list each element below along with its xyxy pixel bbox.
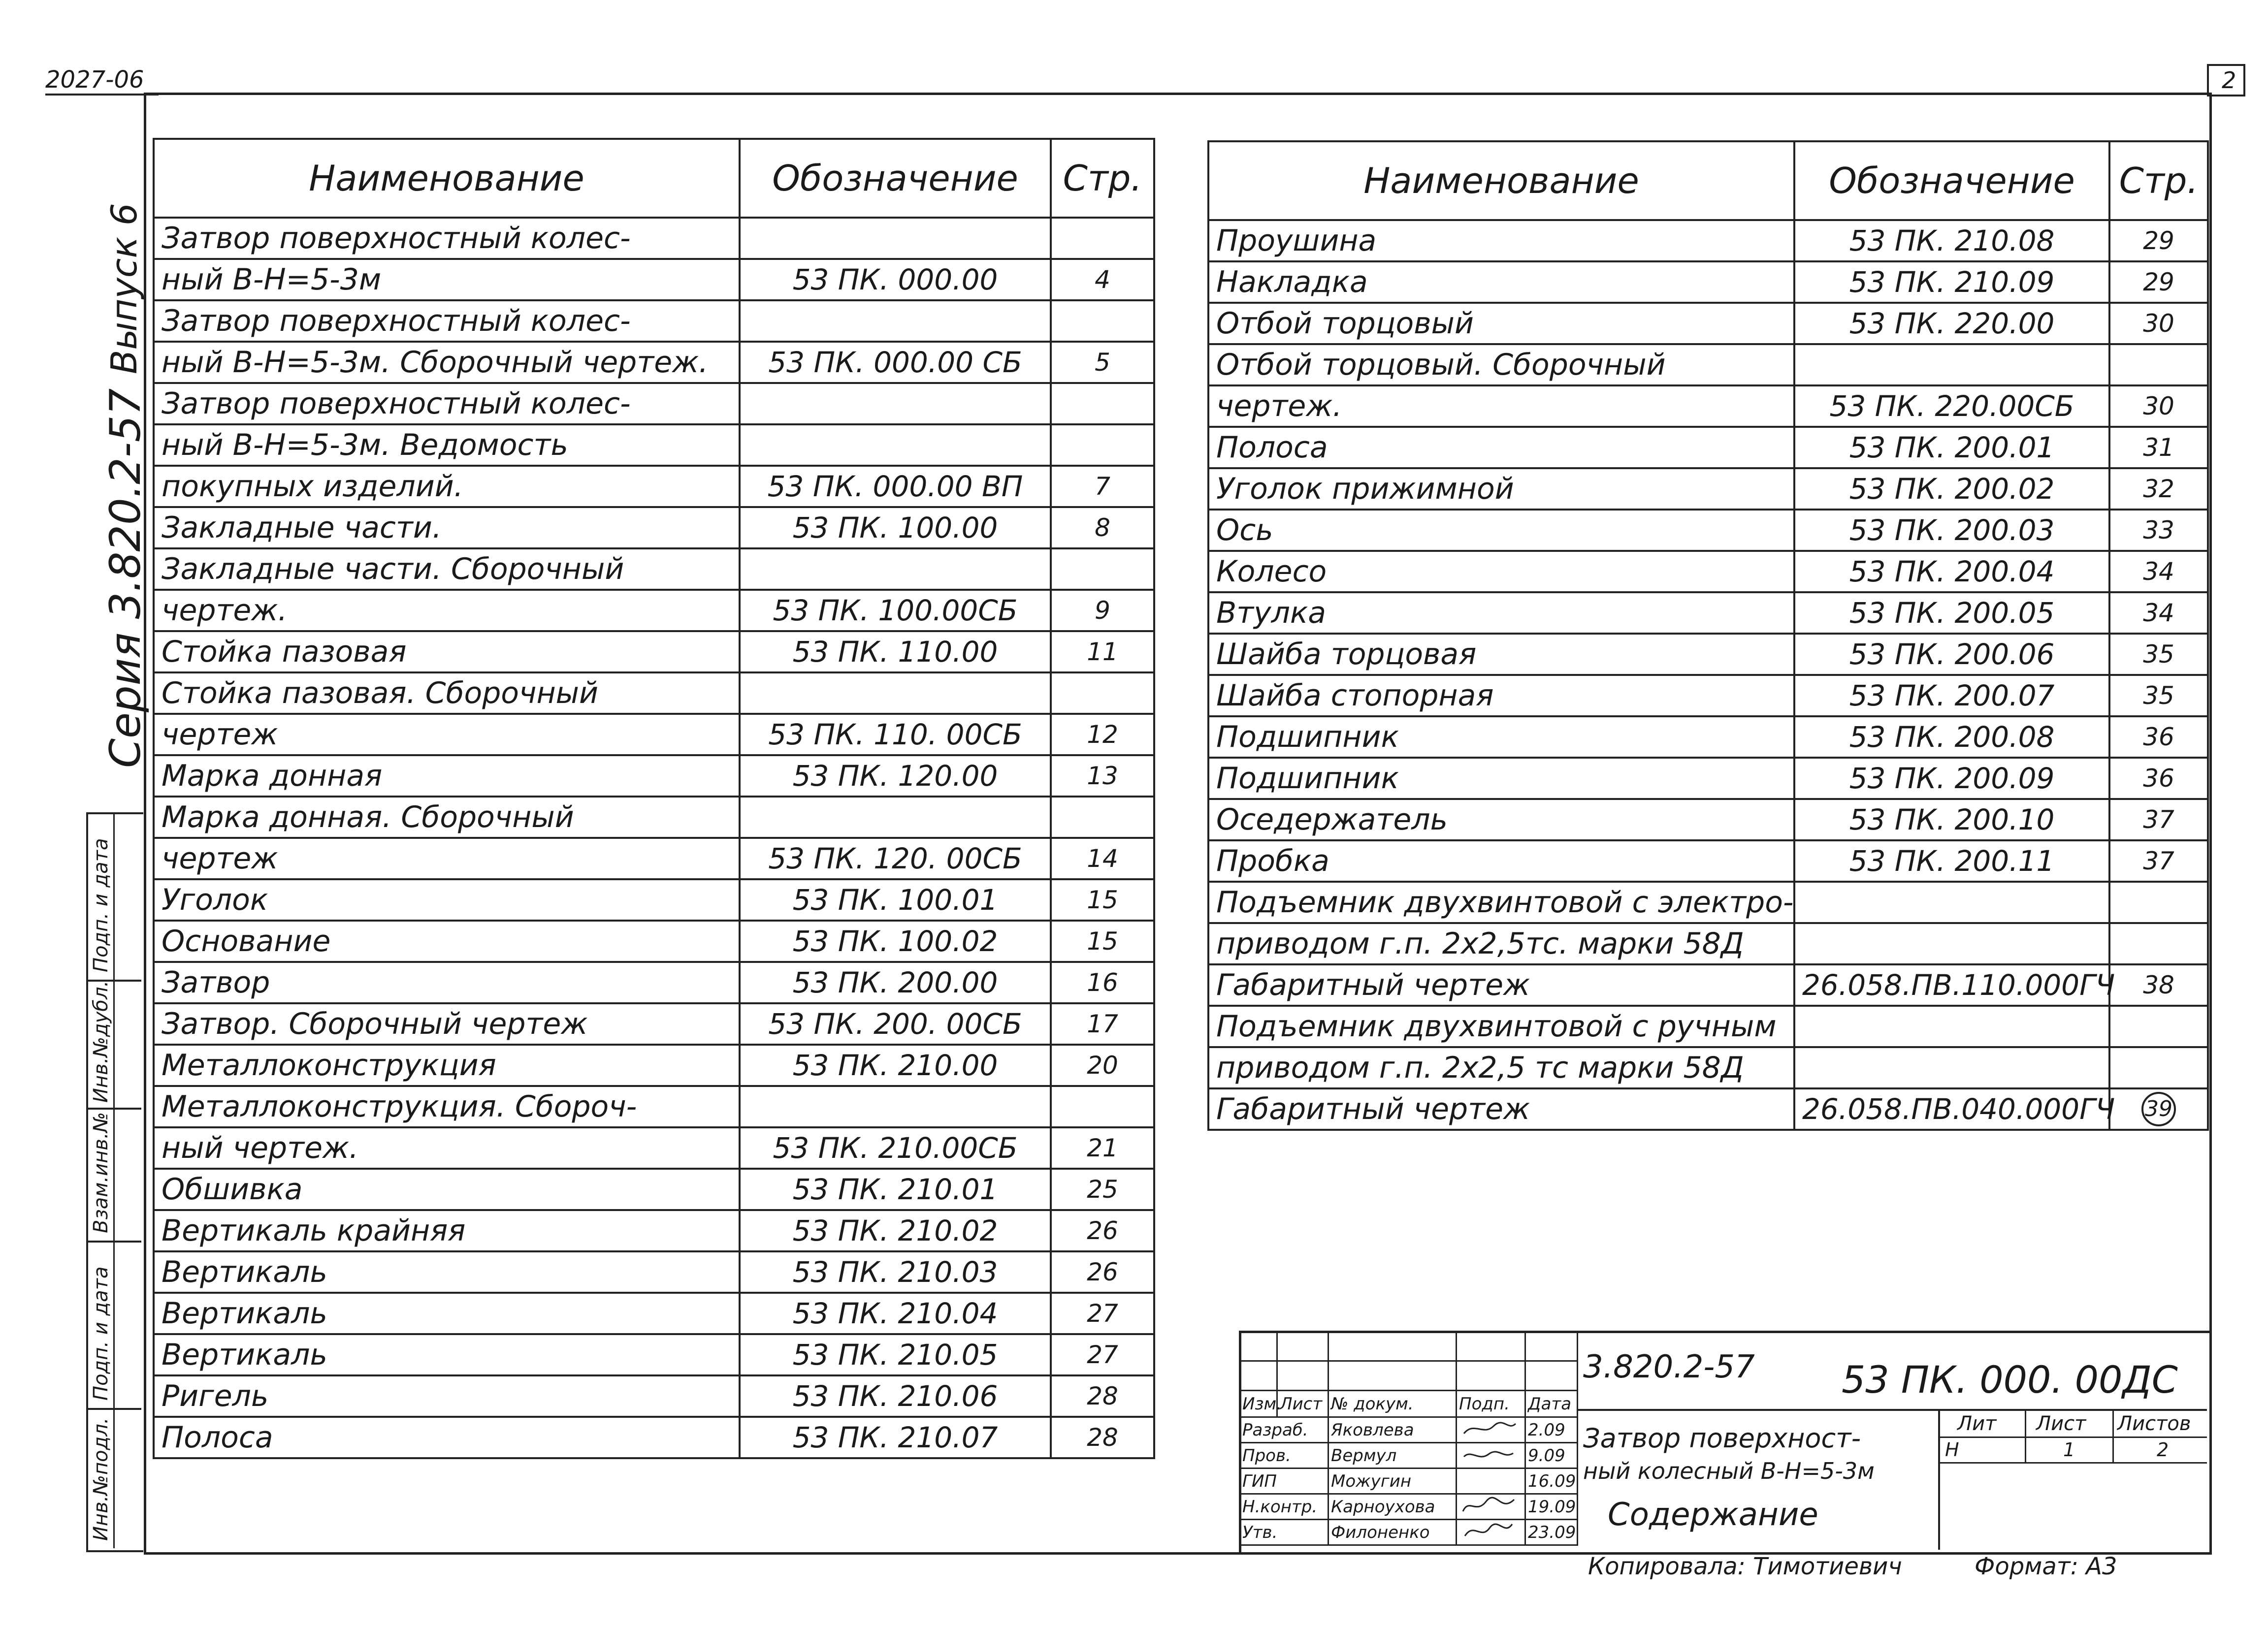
item-name: Шайба торцовая xyxy=(1208,634,1794,675)
item-name: Габаритный чертеж xyxy=(1208,1088,1794,1130)
staff-date: 19.09 xyxy=(1525,1494,1578,1520)
table-row xyxy=(154,383,1154,424)
series-code: 3.820.2-57 xyxy=(1583,1349,1755,1385)
item-name: покупных изделий. xyxy=(154,466,740,507)
item-code: 53 ПК. 200.03 xyxy=(1794,510,2109,551)
paper-format: Формат: А3 xyxy=(1975,1553,2117,1580)
table-row xyxy=(154,755,1154,797)
item-code: 53 ПК. 200.02 xyxy=(1794,468,2109,510)
staff-date: 23.09 xyxy=(1525,1520,1578,1545)
item-page: 13 xyxy=(1051,755,1154,797)
item-code: 53 ПК. 200. 00СБ xyxy=(740,1003,1051,1045)
table-row xyxy=(154,879,1154,921)
item-code xyxy=(740,1086,1051,1127)
staff-role: Утв. xyxy=(1240,1520,1328,1545)
table-row xyxy=(1208,799,2208,840)
item-name: Ригель xyxy=(154,1375,740,1417)
table-row xyxy=(1208,468,2208,510)
item-code xyxy=(740,218,1051,259)
item-name: Закладные части. Сборочный xyxy=(154,548,740,590)
item-name: Обшивка xyxy=(154,1169,740,1210)
table-row xyxy=(154,466,1154,507)
staff-role: Разраб. xyxy=(1240,1417,1328,1443)
item-name: Оседержатель xyxy=(1208,799,1794,840)
table-row xyxy=(1208,220,2208,261)
item-name: Стойка пазовая xyxy=(154,631,740,672)
item-code: 53 ПК. 200.07 xyxy=(1794,675,2109,716)
item-name: Вертикаль xyxy=(154,1251,740,1293)
side-stamp-label: Подп. и дата xyxy=(90,1266,112,1401)
table-row xyxy=(154,259,1154,300)
item-name: Затвор поверхностный колес- xyxy=(154,218,740,259)
staff-date: 9.09 xyxy=(1525,1443,1578,1468)
staff-name: Филоненко xyxy=(1328,1520,1457,1545)
circled-page-number: 39 xyxy=(2141,1092,2176,1126)
side-stamp-sep-4 xyxy=(86,1408,141,1410)
staff-role: Пров. xyxy=(1240,1443,1328,1468)
item-code: 53 ПК. 100.02 xyxy=(740,921,1051,962)
item-code: 53 ПК. 110.00 xyxy=(740,631,1051,672)
item-code: 53 ПК. 200.04 xyxy=(1794,551,2109,592)
item-code: 53 ПК. 100.00СБ xyxy=(740,590,1051,631)
item-page xyxy=(1051,797,1154,838)
item-name: чертеж xyxy=(154,838,740,879)
item-code xyxy=(740,797,1051,838)
item-name: Закладные части. xyxy=(154,507,740,548)
header-name: Наименование xyxy=(1208,141,1794,220)
item-name: Уголок xyxy=(154,879,740,921)
header-page: Стр. xyxy=(1051,139,1154,218)
copied-by: Копировала: Тимотиевич xyxy=(1588,1553,1902,1580)
item-code xyxy=(1794,882,2109,923)
item-code: 53 ПК. 120.00 xyxy=(740,755,1051,797)
table-row xyxy=(154,342,1154,383)
item-page: 28 xyxy=(1051,1417,1154,1458)
table-row xyxy=(154,300,1154,342)
table-row xyxy=(1208,551,2208,592)
item-name: Втулка xyxy=(1208,592,1794,634)
table-row xyxy=(154,631,1154,672)
table-row xyxy=(1208,385,2208,427)
header-name: Наименование xyxy=(154,139,740,218)
item-page: 9 xyxy=(1051,590,1154,631)
item-name: Стойка пазовая. Сборочный xyxy=(154,672,740,714)
table-row xyxy=(1208,510,2208,551)
item-code: 53 ПК. 210.01 xyxy=(740,1169,1051,1210)
table-row xyxy=(154,962,1154,1003)
item-page xyxy=(1051,383,1154,424)
sheet-label: Лист xyxy=(2036,1412,2086,1435)
item-page xyxy=(2109,1006,2208,1047)
item-code: 53 ПК. 220.00СБ xyxy=(1794,385,2109,427)
item-page xyxy=(1051,548,1154,590)
table-row xyxy=(1208,1088,2208,1130)
table-row xyxy=(154,1169,1154,1210)
table-row xyxy=(154,714,1154,755)
item-code: 53 ПК. 000.00 xyxy=(740,259,1051,300)
title-block-hline xyxy=(1938,1462,2207,1464)
item-name: чертеж. xyxy=(1208,385,1794,427)
item-name: Металлоконструкция xyxy=(154,1045,740,1086)
item-code: 53 ПК. 200.00 xyxy=(740,962,1051,1003)
document-title-line2: ный колесный В-Н=5-3м xyxy=(1583,1458,1875,1484)
side-stamp-divider xyxy=(113,812,115,1548)
header-code: Обозначение xyxy=(1794,141,2109,220)
item-code xyxy=(740,548,1051,590)
item-name: ный В-Н=5-3м xyxy=(154,259,740,300)
side-stamp-sep-2 xyxy=(86,1108,141,1110)
item-page: 25 xyxy=(1051,1169,1154,1210)
item-name: Основание xyxy=(154,921,740,962)
table-row xyxy=(154,1210,1154,1251)
sheets-label: Листов xyxy=(2117,1412,2191,1435)
table-row xyxy=(154,1086,1154,1127)
item-name: Габаритный чертеж xyxy=(1208,964,1794,1006)
item-page xyxy=(1051,424,1154,466)
item-page xyxy=(2109,882,2208,923)
item-code: 26.058.ПВ.110.000ГЧ xyxy=(1794,964,2109,1006)
table-row xyxy=(1208,261,2208,303)
staff-role: ГИП xyxy=(1240,1468,1328,1494)
item-page xyxy=(1051,218,1154,259)
item-code: 53 ПК. 210.07 xyxy=(740,1417,1051,1458)
table-row xyxy=(1208,344,2208,385)
item-code xyxy=(740,424,1051,466)
side-stamp-label: Инв.№подл. xyxy=(90,1417,112,1541)
item-code xyxy=(740,383,1051,424)
table-row xyxy=(1208,716,2208,758)
item-code xyxy=(1794,344,2109,385)
table-header xyxy=(154,139,1154,218)
col-header-list: Лист xyxy=(1277,1391,1328,1417)
item-name: Вертикаль xyxy=(154,1293,740,1334)
table-row xyxy=(1208,923,2208,964)
staff-signature xyxy=(1457,1417,1525,1443)
side-stamp-label: Инв.№дубл. xyxy=(90,980,112,1103)
item-page: 30 xyxy=(2109,303,2208,344)
table-row xyxy=(154,590,1154,631)
item-name: Затвор xyxy=(154,962,740,1003)
col-header-izm: Изм. xyxy=(1240,1391,1277,1417)
item-page: 37 xyxy=(2109,840,2208,882)
title-block-vline xyxy=(2025,1409,2026,1462)
item-code: 53 ПК. 210.09 xyxy=(1794,261,2109,303)
contents-table-left xyxy=(153,138,1155,1459)
staff-name: Вермул xyxy=(1328,1443,1457,1468)
table-row xyxy=(154,1127,1154,1169)
item-page xyxy=(2109,1047,2208,1088)
item-name: Отбой торцовый. Сборочный xyxy=(1208,344,1794,385)
item-page: 35 xyxy=(2109,675,2208,716)
table-row xyxy=(154,797,1154,838)
item-code: 53 ПК. 210.00 xyxy=(740,1045,1051,1086)
contents-table-right xyxy=(1207,140,2209,1131)
item-page xyxy=(1051,1086,1154,1127)
side-stamp-sep-3 xyxy=(86,1241,141,1243)
item-name: приводом г.п. 2х2,5 тс марки 58Д xyxy=(1208,1047,1794,1088)
item-name: Отбой торцовый xyxy=(1208,303,1794,344)
item-page: 29 xyxy=(2109,261,2208,303)
table-row xyxy=(154,1293,1154,1334)
staff-signature xyxy=(1457,1443,1525,1468)
item-code: 53 ПК. 200.06 xyxy=(1794,634,2109,675)
table-row xyxy=(1208,634,2208,675)
item-page: 33 xyxy=(2109,510,2208,551)
title-block-vline xyxy=(1938,1409,1940,1550)
series-title: Серия 3.820.2-57 xyxy=(101,388,150,768)
item-name: Уголок прижимной xyxy=(1208,468,1794,510)
col-header-sign: Подп. xyxy=(1457,1391,1525,1417)
staff-role: Н.контр. xyxy=(1240,1494,1328,1520)
table-row xyxy=(154,424,1154,466)
item-name: Ось xyxy=(1208,510,1794,551)
item-page: 11 xyxy=(1051,631,1154,672)
item-page: 36 xyxy=(2109,716,2208,758)
document-title-line1: Затвор поверхност- xyxy=(1583,1423,1861,1454)
archive-number: 2027-06 xyxy=(45,66,144,94)
item-code: 53 ПК. 200.10 xyxy=(1794,799,2109,840)
title-block-hline xyxy=(1938,1436,2207,1438)
table-row xyxy=(1208,427,2208,468)
table-header xyxy=(1208,141,2208,220)
item-name: Марка донная xyxy=(154,755,740,797)
table-row xyxy=(154,1334,1154,1375)
col-header-date: Дата xyxy=(1525,1391,1578,1417)
item-name: Подшипник xyxy=(1208,758,1794,799)
item-code xyxy=(1794,1006,2109,1047)
table-row xyxy=(154,218,1154,259)
corner-box xyxy=(2207,64,2245,96)
table-row xyxy=(154,507,1154,548)
item-name: Пробка xyxy=(1208,840,1794,882)
item-page: 17 xyxy=(1051,1003,1154,1045)
item-name: Вертикаль xyxy=(154,1334,740,1375)
item-page xyxy=(1051,300,1154,342)
item-page: 28 xyxy=(1051,1375,1154,1417)
item-name: Полоса xyxy=(154,1417,740,1458)
item-name: приводом г.п. 2х2,5тс. марки 58Д xyxy=(1208,923,1794,964)
item-page: 31 xyxy=(2109,427,2208,468)
title-block-vline xyxy=(2112,1409,2114,1462)
item-name: Подшипник xyxy=(1208,716,1794,758)
item-page xyxy=(1051,672,1154,714)
item-name: Подъемник двухвинтовой с электро- xyxy=(1208,882,1794,923)
item-code: 53 ПК. 000.00 ВП xyxy=(740,466,1051,507)
document-code: 53 ПК. 000. 00ДС xyxy=(1842,1358,2178,1402)
issue-title: Выпуск 6 xyxy=(103,203,145,374)
item-name: Колесо xyxy=(1208,551,1794,592)
item-name: чертеж. xyxy=(154,590,740,631)
item-page: 7 xyxy=(1051,466,1154,507)
item-code: 53 ПК. 210.03 xyxy=(740,1251,1051,1293)
item-page: 26 xyxy=(1051,1210,1154,1251)
table-row xyxy=(1208,758,2208,799)
item-code: 53 ПК. 210.05 xyxy=(740,1334,1051,1375)
sheets-value: 2 xyxy=(2157,1439,2169,1461)
table-row xyxy=(154,1251,1154,1293)
staff-date: 2.09 xyxy=(1525,1417,1578,1443)
item-code xyxy=(1794,923,2109,964)
item-code: 26.058.ПВ.040.000ГЧ xyxy=(1794,1088,2109,1130)
item-code: 53 ПК. 210.06 xyxy=(740,1375,1051,1417)
item-code xyxy=(1794,1047,2109,1088)
item-code: 53 ПК. 210.02 xyxy=(740,1210,1051,1251)
col-header-doc: № докум. xyxy=(1328,1391,1457,1417)
side-stamp-label: Взам.инв.№ xyxy=(90,1112,112,1233)
item-page xyxy=(2109,1088,2208,1130)
item-code: 53 ПК. 100.01 xyxy=(740,879,1051,921)
item-page: 16 xyxy=(1051,962,1154,1003)
item-page: 38 xyxy=(2109,964,2208,1006)
stage-value: Н xyxy=(1945,1439,1959,1461)
item-name: Накладка xyxy=(1208,261,1794,303)
document-title-line3: Содержание xyxy=(1608,1497,1818,1533)
table-row xyxy=(154,548,1154,590)
table-row xyxy=(1208,882,2208,923)
side-stamp-label: Подп. и дата xyxy=(90,838,112,972)
item-code: 53 ПК. 120. 00СБ xyxy=(740,838,1051,879)
item-name: ный В-Н=5-3м. Сборочный чертеж. xyxy=(154,342,740,383)
table-row xyxy=(1208,964,2208,1006)
item-code: 53 ПК. 210.08 xyxy=(1794,220,2109,261)
table-row xyxy=(154,838,1154,879)
table-row xyxy=(1208,840,2208,882)
sheet-value: 1 xyxy=(2063,1439,2075,1461)
item-code: 53 ПК. 200.01 xyxy=(1794,427,2109,468)
item-code: 53 ПК. 210.00СБ xyxy=(740,1127,1051,1169)
staff-date: 16.09 xyxy=(1525,1468,1578,1494)
item-code: 53 ПК. 200.08 xyxy=(1794,716,2109,758)
item-page: 8 xyxy=(1051,507,1154,548)
item-page: 35 xyxy=(2109,634,2208,675)
item-page: 32 xyxy=(2109,468,2208,510)
item-page: 21 xyxy=(1051,1127,1154,1169)
item-name: Затвор поверхностный колес- xyxy=(154,300,740,342)
header-page: Стр. xyxy=(2109,141,2208,220)
item-name: Затвор. Сборочный чертеж xyxy=(154,1003,740,1045)
item-page: 34 xyxy=(2109,592,2208,634)
table-row xyxy=(154,1375,1154,1417)
item-code: 53 ПК. 200.09 xyxy=(1794,758,2109,799)
item-page: 27 xyxy=(1051,1334,1154,1375)
item-name: ный чертеж. xyxy=(154,1127,740,1169)
item-code xyxy=(740,672,1051,714)
staff-signature xyxy=(1457,1494,1525,1520)
table-row xyxy=(1208,1047,2208,1088)
header-code: Обозначение xyxy=(740,139,1051,218)
item-page: 29 xyxy=(2109,220,2208,261)
table-row xyxy=(154,921,1154,962)
table-row xyxy=(1208,675,2208,716)
table-row xyxy=(1208,592,2208,634)
item-code: 53 ПК. 210.04 xyxy=(740,1293,1051,1334)
table-row xyxy=(1208,303,2208,344)
item-code: 53 ПК. 110. 00СБ xyxy=(740,714,1051,755)
item-name: Полоса xyxy=(1208,427,1794,468)
item-page: 30 xyxy=(2109,385,2208,427)
archive-underline xyxy=(45,94,159,96)
item-code: 53 ПК. 200.11 xyxy=(1794,840,2109,882)
item-page: 12 xyxy=(1051,714,1154,755)
item-name: чертеж xyxy=(154,714,740,755)
item-page: 4 xyxy=(1051,259,1154,300)
staff-name: Яковлева xyxy=(1328,1417,1457,1443)
item-name: Затвор поверхностный колес- xyxy=(154,383,740,424)
item-page: 37 xyxy=(2109,799,2208,840)
item-page: 36 xyxy=(2109,758,2208,799)
item-name: Подъемник двухвинтовой с ручным xyxy=(1208,1006,1794,1047)
item-code: 53 ПК. 200.05 xyxy=(1794,592,2109,634)
item-code: 53 ПК. 000.00 СБ xyxy=(740,342,1051,383)
item-page: 27 xyxy=(1051,1293,1154,1334)
item-code xyxy=(740,300,1051,342)
item-name: ный В-Н=5-3м. Ведомость xyxy=(154,424,740,466)
table-row xyxy=(154,1045,1154,1086)
staff-name: Карноухова xyxy=(1328,1494,1457,1520)
item-page: 14 xyxy=(1051,838,1154,879)
item-page: 34 xyxy=(2109,551,2208,592)
item-code: 53 ПК. 100.00 xyxy=(740,507,1051,548)
sheet-number-corner: 2 xyxy=(2222,67,2236,94)
table-row xyxy=(154,1003,1154,1045)
staff-name: Можугин xyxy=(1328,1468,1457,1494)
table-row xyxy=(1208,1006,2208,1047)
item-name: Марка донная. Сборочный xyxy=(154,797,740,838)
staff-signature xyxy=(1457,1468,1525,1494)
item-page: 20 xyxy=(1051,1045,1154,1086)
item-code: 53 ПК. 220.00 xyxy=(1794,303,2109,344)
staff-signature xyxy=(1457,1520,1525,1545)
item-page xyxy=(2109,344,2208,385)
item-page: 26 xyxy=(1051,1251,1154,1293)
item-name: Проушина xyxy=(1208,220,1794,261)
table-row xyxy=(154,1417,1154,1458)
item-page: 15 xyxy=(1051,921,1154,962)
item-name: Вертикаль крайняя xyxy=(154,1210,740,1251)
item-name: Металлоконструкция. Сбороч- xyxy=(154,1086,740,1127)
item-name: Шайба стопорная xyxy=(1208,675,1794,716)
table-row xyxy=(154,672,1154,714)
item-page: 5 xyxy=(1051,342,1154,383)
staff-table xyxy=(1239,1331,1578,1546)
stage-label: Лит xyxy=(1957,1412,1997,1435)
item-page: 15 xyxy=(1051,879,1154,921)
item-page xyxy=(2109,923,2208,964)
